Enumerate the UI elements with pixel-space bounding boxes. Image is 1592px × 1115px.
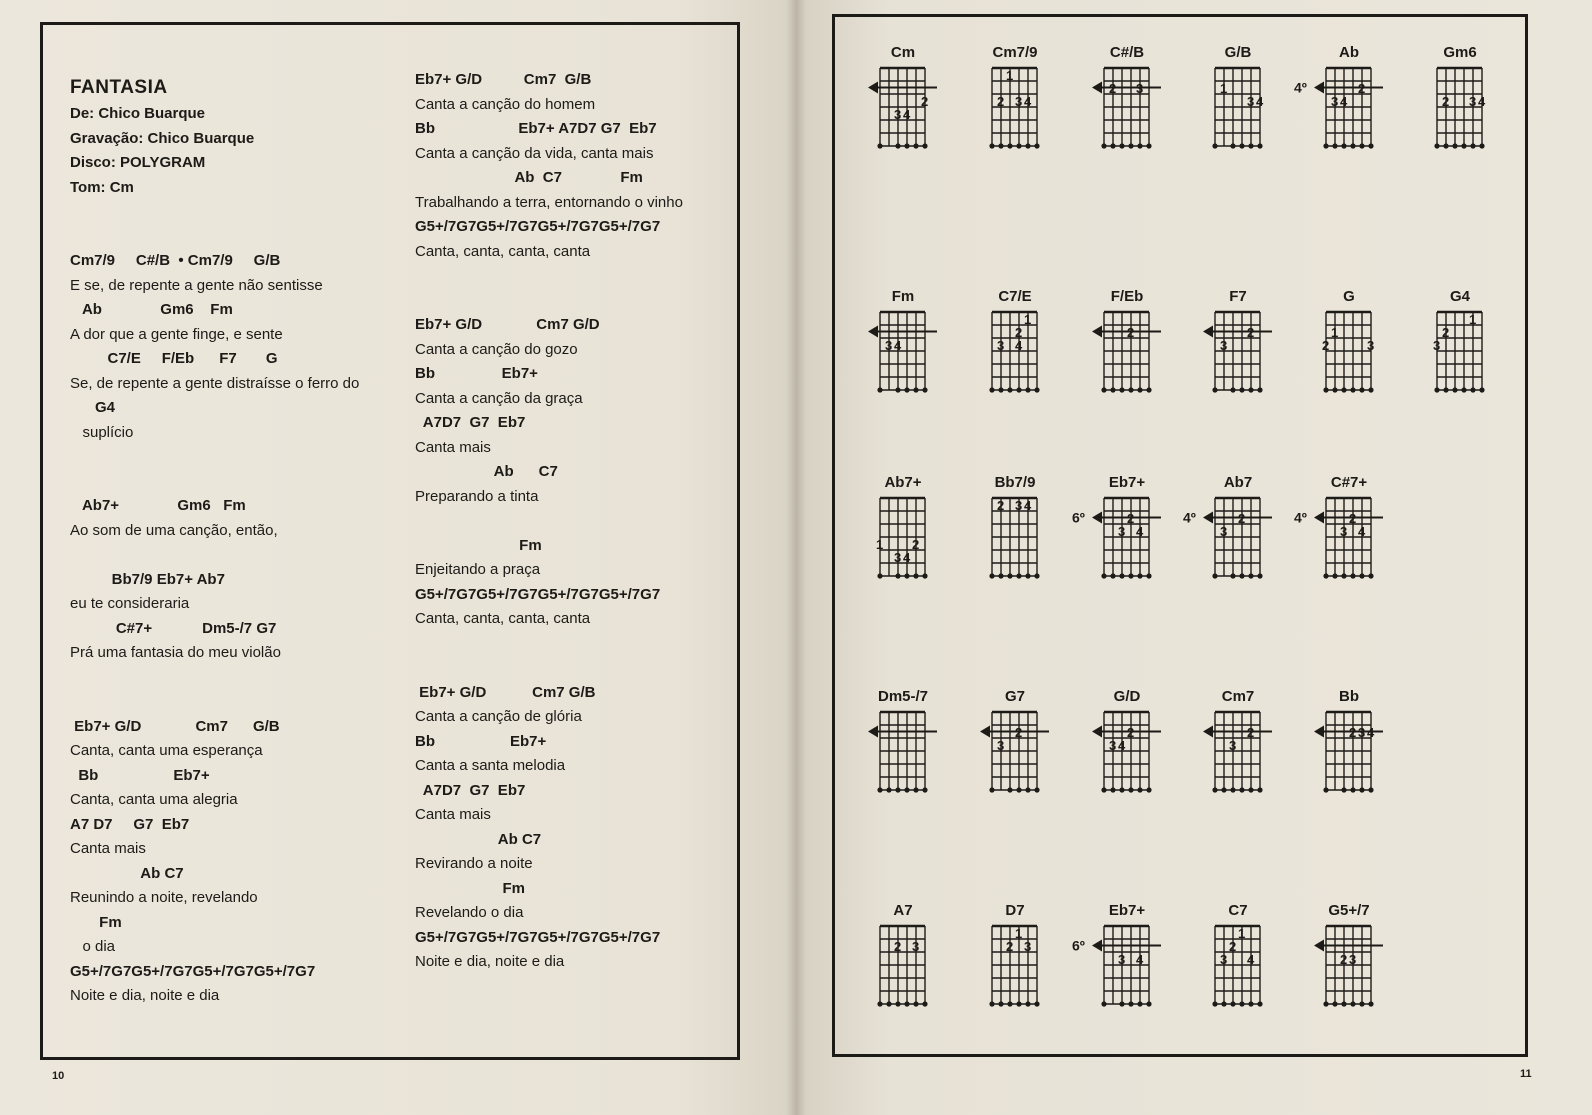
spacer bbox=[415, 656, 745, 681]
song-column-2 bbox=[415, 68, 745, 975]
finger-number: 2 bbox=[1247, 325, 1255, 340]
lyric-line: eu te consideraria bbox=[70, 595, 190, 612]
fret-position-label: 4º bbox=[1294, 79, 1307, 96]
finger-number: 4 bbox=[1024, 94, 1032, 109]
chord-name: C7 bbox=[1228, 902, 1248, 919]
song-meta: Disco: POLYGRAM bbox=[70, 154, 206, 171]
chord-fretboard bbox=[1072, 920, 1182, 1020]
chord-diagram bbox=[960, 288, 1070, 428]
lyric-line: Trabalhando a terra, entornando o vinho bbox=[415, 193, 683, 211]
chord-fretboard bbox=[1405, 306, 1515, 406]
chord-diagram bbox=[1294, 688, 1404, 828]
finger-number: 3 bbox=[1024, 939, 1032, 954]
chord-line: Eb7+ G/D Cm7 G/B bbox=[70, 717, 280, 735]
chord-name: C#/B bbox=[1109, 44, 1145, 61]
lyric-line: Se, de repente a gente distraísse o ferro do bbox=[70, 374, 360, 392]
spacer bbox=[415, 264, 745, 289]
chord-diagram bbox=[1183, 902, 1293, 1042]
finger-number: 4 bbox=[903, 107, 911, 122]
fret-position-label: 4º bbox=[1294, 509, 1307, 526]
chord-fretboard bbox=[1294, 492, 1404, 592]
chord-diagram bbox=[848, 474, 958, 614]
chord-fretboard bbox=[1294, 920, 1404, 1020]
chord-name: Bb bbox=[1339, 688, 1359, 705]
chord-name: F/Eb bbox=[1110, 288, 1144, 305]
chord-line: Bb Eb7+ bbox=[415, 365, 538, 382]
finger-number: 2 bbox=[1006, 939, 1014, 954]
lyric-line: Preparando a tinta bbox=[415, 487, 539, 505]
finger-number: 3 bbox=[1015, 94, 1023, 109]
chord-diagram bbox=[1183, 288, 1293, 428]
spacer bbox=[70, 200, 410, 225]
lyric-line: suplício bbox=[70, 423, 134, 441]
finger-number: 4 bbox=[1367, 725, 1375, 740]
fret-position-label: 6º bbox=[1072, 509, 1085, 526]
finger-number: 4 bbox=[1024, 498, 1032, 513]
finger-number: 2 bbox=[1229, 939, 1237, 954]
finger-number: 2 bbox=[997, 498, 1005, 513]
spacer bbox=[70, 666, 410, 691]
finger-number: 4 bbox=[894, 338, 902, 353]
chord-diagram bbox=[1294, 44, 1404, 184]
chord-name: Ab bbox=[1339, 44, 1359, 61]
chord-name: Gm6 bbox=[1443, 44, 1477, 61]
finger-number: 1 bbox=[1006, 68, 1014, 83]
song-column-1 bbox=[70, 74, 410, 1009]
finger-number: 4 bbox=[1256, 94, 1264, 109]
finger-number: 3 bbox=[997, 338, 1005, 353]
finger-number: 1 bbox=[1238, 926, 1246, 941]
chord-line: Eb7+ G/D Cm7 G/B bbox=[415, 683, 596, 701]
chord-name: G/D bbox=[1113, 688, 1141, 705]
finger-number: 1 bbox=[1220, 81, 1228, 96]
finger-number: 4 bbox=[1247, 952, 1255, 967]
finger-number: 3 bbox=[1220, 952, 1228, 967]
finger-number: 3 bbox=[997, 738, 1005, 753]
chord-diagram bbox=[1405, 288, 1515, 428]
chord-name: Bb7/9 bbox=[994, 474, 1036, 491]
chord-fretboard bbox=[960, 492, 1070, 592]
chord-name: Eb7+ bbox=[1108, 474, 1146, 491]
finger-number: 3 bbox=[1220, 524, 1228, 539]
fret-position-label: 4º bbox=[1183, 509, 1196, 526]
lyric-line: Canta a canção da vida, canta mais bbox=[415, 144, 654, 162]
chord-line: Ab C7 Fm bbox=[415, 169, 643, 186]
chord-fretboard bbox=[960, 306, 1070, 406]
lyric-line: Prá uma fantasia do meu violão bbox=[70, 644, 281, 661]
chord-diagram bbox=[1294, 902, 1404, 1042]
lyric-line: Revirando a noite bbox=[415, 855, 533, 872]
chord-fretboard bbox=[960, 706, 1070, 806]
chord-line: Ab7+ Gm6 Fm bbox=[70, 497, 246, 514]
chord-diagram bbox=[848, 288, 958, 428]
chord-name: G/B bbox=[1224, 44, 1252, 61]
chord-name: C#7+ bbox=[1330, 474, 1368, 491]
finger-number: 2 bbox=[1349, 511, 1357, 526]
chord-diagram bbox=[848, 688, 958, 828]
lyric-line: Enjeitando a praça bbox=[415, 561, 541, 578]
spacer bbox=[70, 445, 410, 470]
finger-number: 3 bbox=[1367, 338, 1375, 353]
chord-fretboard bbox=[848, 920, 958, 1020]
lyric-line: Noite e dia, noite e dia bbox=[415, 953, 565, 970]
chord-diagram bbox=[1072, 902, 1182, 1042]
finger-number: 2 bbox=[1442, 325, 1450, 340]
finger-number: 2 bbox=[1127, 511, 1135, 526]
chord-line: A7D7 G7 Eb7 bbox=[415, 781, 526, 799]
finger-number: 4 bbox=[1478, 94, 1486, 109]
finger-number: 2 bbox=[1015, 725, 1023, 740]
chord-diagram bbox=[1294, 288, 1404, 428]
lyric-line: o dia bbox=[70, 938, 116, 955]
finger-number: 3 bbox=[1358, 725, 1366, 740]
chord-name: G bbox=[1343, 288, 1355, 305]
finger-number: 4 bbox=[1358, 524, 1366, 539]
song-meta: Tom: Cm bbox=[70, 178, 134, 196]
lyric-line: Reunindo a noite, revelando bbox=[70, 889, 258, 906]
finger-number: 4 bbox=[1136, 524, 1144, 539]
finger-number: 2 bbox=[912, 537, 920, 552]
finger-number: 1 bbox=[1015, 926, 1023, 941]
chord-fretboard bbox=[1405, 62, 1515, 162]
chord-name: D7 bbox=[1005, 902, 1025, 919]
finger-number: 1 bbox=[1469, 312, 1477, 327]
chord-fretboard bbox=[1294, 706, 1404, 806]
chord-diagram bbox=[1072, 288, 1182, 428]
chord-line: Bb7/9 Eb7+ Ab7 bbox=[70, 570, 225, 588]
chord-fretboard bbox=[1183, 306, 1293, 406]
chord-fretboard bbox=[848, 706, 958, 806]
chord-diagram bbox=[848, 902, 958, 1042]
book-gutter bbox=[786, 0, 806, 1115]
spacer bbox=[70, 470, 410, 495]
chord-diagram bbox=[848, 44, 958, 184]
chord-name: Ab7+ bbox=[884, 474, 922, 491]
spacer bbox=[70, 225, 410, 250]
chord-fretboard bbox=[1183, 62, 1293, 162]
finger-number: 3 bbox=[1349, 952, 1357, 967]
spacer bbox=[415, 289, 745, 314]
chord-line: A7D7 G7 Eb7 bbox=[415, 414, 526, 431]
finger-number: 3 bbox=[1469, 94, 1477, 109]
lyric-line: E se, de repente a gente não sentisse bbox=[70, 276, 323, 294]
chord-line: Eb7+ G/D Cm7 G/B bbox=[415, 71, 592, 88]
chord-name: Eb7+ bbox=[1108, 902, 1146, 919]
chord-diagram bbox=[1072, 474, 1182, 614]
finger-number: 1 bbox=[1024, 312, 1032, 327]
spacer bbox=[415, 632, 745, 657]
chord-diagram bbox=[1294, 474, 1404, 614]
finger-number: 2 bbox=[1358, 81, 1366, 96]
finger-number: 2 bbox=[1015, 325, 1023, 340]
finger-number: 1 bbox=[876, 537, 884, 552]
finger-number: 3 bbox=[1331, 94, 1339, 109]
chord-name: G4 bbox=[1449, 288, 1470, 305]
chord-name: Ab7 bbox=[1223, 474, 1253, 491]
chord-line: Fm bbox=[415, 879, 526, 897]
chord-fretboard bbox=[1072, 306, 1182, 406]
chord-line: Fm bbox=[70, 913, 122, 931]
lyric-line: Canta a santa melodia bbox=[415, 757, 566, 774]
chord-line: G5+/7G7G5+/7G7G5+/7G7G5+/7G7 bbox=[415, 585, 661, 603]
chord-line: C7/E F/Eb F7 G bbox=[70, 350, 278, 367]
lyric-line: Revelando o dia bbox=[415, 904, 524, 921]
finger-number: 3 bbox=[1118, 952, 1126, 967]
lyric-line: Canta mais bbox=[415, 438, 491, 456]
lyric-line: Canta, canta uma alegria bbox=[70, 791, 238, 808]
chord-line: Ab Gm6 Fm bbox=[70, 301, 233, 318]
finger-number: 3 bbox=[1136, 81, 1144, 96]
chord-line: Ab C7 bbox=[415, 830, 542, 848]
chord-diagram bbox=[960, 474, 1070, 614]
lyric-line: Canta, canta, canta, canta bbox=[415, 242, 591, 260]
chord-line: G4 bbox=[70, 399, 116, 416]
spacer bbox=[415, 509, 745, 534]
chord-diagram bbox=[1072, 44, 1182, 184]
finger-number: 4 bbox=[1118, 738, 1126, 753]
finger-number: 2 bbox=[1238, 511, 1246, 526]
lyric-line: Canta mais bbox=[415, 806, 491, 823]
lyric-line: Canta, canta, canta, canta bbox=[415, 610, 591, 627]
page-number-left: 10 bbox=[52, 1070, 65, 1082]
chord-fretboard bbox=[1183, 920, 1293, 1020]
finger-number: 3 bbox=[894, 107, 902, 122]
finger-number: 2 bbox=[997, 94, 1005, 109]
finger-number: 3 bbox=[1247, 94, 1255, 109]
chord-line: G5+/7G7G5+/7G7G5+/7G7G5+/7G7 bbox=[415, 928, 661, 946]
chord-fretboard bbox=[848, 492, 958, 592]
chord-line: Ab C7 bbox=[70, 864, 184, 882]
chord-fretboard bbox=[848, 62, 958, 162]
chord-diagram bbox=[960, 688, 1070, 828]
lyric-line: A dor que a gente finge, e sente bbox=[70, 325, 283, 343]
chord-fretboard bbox=[1072, 706, 1182, 806]
chord-fretboard bbox=[1183, 706, 1293, 806]
song-title: FANTASIA bbox=[70, 77, 168, 98]
song-meta: Gravação: Chico Buarque bbox=[70, 129, 255, 147]
chord-line: G5+/7G7G5+/7G7G5+/7G7G5+/7G7 bbox=[70, 962, 316, 980]
chord-diagram bbox=[960, 44, 1070, 184]
chord-fretboard bbox=[1072, 492, 1182, 592]
chord-line: Bb Eb7+ bbox=[415, 732, 547, 750]
finger-number: 2 bbox=[1349, 725, 1357, 740]
chord-name: F7 bbox=[1229, 288, 1247, 305]
lyric-line: Canta a canção da graça bbox=[415, 389, 583, 407]
finger-number: 3 bbox=[1229, 738, 1237, 753]
spacer bbox=[70, 690, 410, 715]
finger-number: 3 bbox=[1220, 338, 1228, 353]
chord-line: Bb Eb7+ bbox=[70, 766, 210, 784]
finger-number: 3 bbox=[912, 939, 920, 954]
lyric-line: Canta a canção do homem bbox=[415, 95, 596, 113]
chord-name: Dm5-/7 bbox=[877, 688, 929, 705]
chord-name: Cm7 bbox=[1221, 688, 1255, 705]
lyric-line: Ao som de uma canção, então, bbox=[70, 521, 278, 539]
chord-name: Cm7/9 bbox=[992, 44, 1038, 61]
finger-number: 3 bbox=[1109, 738, 1117, 753]
finger-number: 4 bbox=[1015, 338, 1023, 353]
finger-number: 4 bbox=[903, 550, 911, 565]
finger-number: 3 bbox=[885, 338, 893, 353]
finger-number: 3 bbox=[1340, 524, 1348, 539]
chord-name: Cm bbox=[890, 44, 916, 61]
finger-number: 2 bbox=[894, 939, 902, 954]
chord-diagram bbox=[1183, 474, 1293, 614]
page-number-right: 11 bbox=[1520, 1068, 1532, 1080]
chord-fretboard bbox=[848, 306, 958, 406]
lyric-line: Canta, canta uma esperança bbox=[70, 742, 263, 759]
chord-fretboard bbox=[1072, 62, 1182, 162]
chord-fretboard bbox=[960, 920, 1070, 1020]
finger-number: 3 bbox=[1118, 524, 1126, 539]
chord-line: A7 D7 G7 Eb7 bbox=[70, 815, 190, 833]
finger-number: 4 bbox=[1340, 94, 1348, 109]
finger-number: 3 bbox=[894, 550, 902, 565]
chord-diagram bbox=[1183, 44, 1293, 184]
fret-position-label: 6º bbox=[1072, 937, 1085, 954]
finger-number: 2 bbox=[1247, 725, 1255, 740]
finger-number: 3 bbox=[1433, 338, 1441, 353]
chord-line: C#7+ Dm5-/7 G7 bbox=[70, 619, 277, 637]
lyric-line: Canta a canção do gozo bbox=[415, 340, 578, 358]
chord-fretboard bbox=[1183, 492, 1293, 592]
chord-line: Ab C7 bbox=[415, 463, 558, 480]
lyric-line: Noite e dia, noite e dia bbox=[70, 987, 220, 1004]
chord-name: G5+/7 bbox=[1328, 902, 1370, 919]
lyric-line: Canta mais bbox=[70, 840, 146, 857]
finger-number: 2 bbox=[1340, 952, 1348, 967]
spacer bbox=[70, 543, 410, 568]
chord-diagram bbox=[1183, 688, 1293, 828]
finger-number: 1 bbox=[1331, 325, 1339, 340]
chord-name: Fm bbox=[891, 288, 915, 305]
chord-name: G7 bbox=[1004, 688, 1025, 705]
chord-line: Fm bbox=[415, 536, 542, 554]
finger-number: 4 bbox=[1136, 952, 1144, 967]
chord-diagram bbox=[960, 902, 1070, 1042]
finger-number: 2 bbox=[1127, 325, 1135, 340]
chord-name: C7/E bbox=[998, 288, 1032, 305]
chord-fretboard bbox=[960, 62, 1070, 162]
finger-number: 2 bbox=[1322, 338, 1330, 353]
chord-diagram bbox=[1405, 44, 1515, 184]
chord-line: G5+/7G7G5+/7G7G5+/7G7G5+/7G7 bbox=[415, 218, 661, 235]
finger-number: 2 bbox=[1442, 94, 1450, 109]
chord-name: A7 bbox=[893, 902, 913, 919]
song-meta: De: Chico Buarque bbox=[70, 105, 206, 122]
finger-number: 2 bbox=[1127, 725, 1135, 740]
chord-line: Bb Eb7+ A7D7 G7 Eb7 bbox=[415, 120, 657, 137]
finger-number: 3 bbox=[1015, 498, 1023, 513]
chord-line: Cm7/9 C#/B • Cm7/9 G/B bbox=[70, 252, 281, 269]
chord-line: Eb7+ G/D Cm7 G/D bbox=[415, 316, 600, 333]
chord-diagram bbox=[1072, 688, 1182, 828]
chord-fretboard bbox=[1294, 62, 1404, 162]
finger-number: 2 bbox=[1109, 81, 1117, 96]
finger-number: 2 bbox=[921, 94, 929, 109]
chord-fretboard bbox=[1294, 306, 1404, 406]
lyric-line: Canta a canção de glória bbox=[415, 708, 582, 725]
